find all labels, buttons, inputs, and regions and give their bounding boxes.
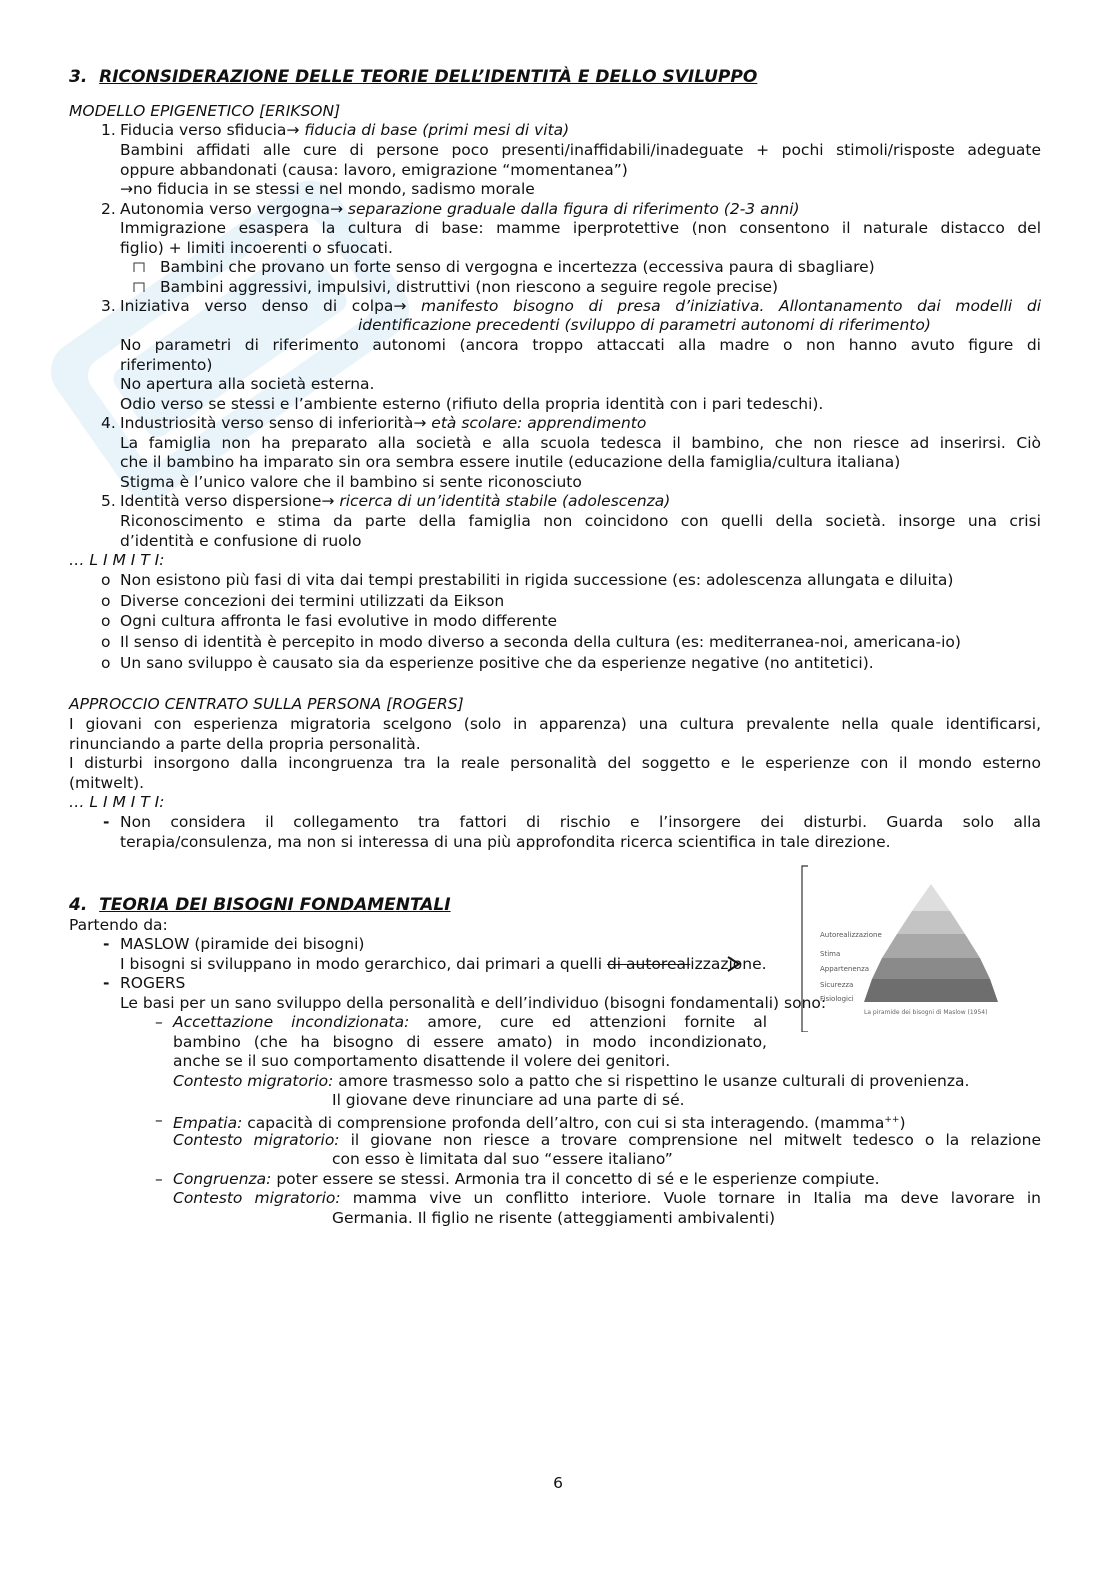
stage-2-bullet-1: Bambini che provano un forte senso di vergogna e incertezza (eccessiva paura di sbagliare): [160, 258, 875, 276]
section-4-number: 4.: [69, 895, 88, 915]
stage-4-subtitle: età scolare: apprendimento: [431, 414, 647, 432]
pyramid-level-label: Stima: [820, 950, 841, 958]
erikson-stage-4-number: 4.: [101, 414, 116, 432]
erikson-stage-3-number: 3.: [101, 297, 116, 315]
empathy-context-line-2: con esso è limitata dal suo “essere italiano”: [332, 1150, 673, 1168]
erikson-limit-item: Non esistono più fasi di vita dai tempi prestabiliti in rigida successione (es: adolescenza allungata e diluita): [120, 571, 954, 589]
circle-bullet-icon: o: [101, 592, 111, 610]
erikson-limit-item: Diverse concezioni dei termini utilizzati da Eikson: [120, 592, 505, 610]
acceptance-line-2: bambino (che ha bisogno di essere amato) in modo incondizionato,: [173, 1033, 767, 1051]
rogers-paragraph-1-line-2: rinunciando a parte della propria personalità.: [69, 735, 421, 753]
stage-1-line-3: →no fiducia in se stessi e nel mondo, sadismo morale: [120, 180, 535, 198]
section-3-heading: [69, 67, 757, 87]
stage-5-subtitle: ricerca di un’identità stabile (adolescenza): [339, 492, 671, 510]
stage-2-line-1: Immigrazione esaspera la cultura di base: mamme iperprotettive (non consentono il naturale distacco del: [120, 219, 1041, 237]
stage-2-line-2: figlio) + limiti incoerenti o sfuocati.: [120, 239, 393, 257]
congruence-context-text: mamma vive un conflitto interiore. Vuole tornare in Italia ma deve lavorare in: [340, 1189, 1041, 1207]
stage-1-title-text: Fiducia verso sfiducia→: [120, 121, 305, 139]
pyramid-level-label: Fisiologici: [820, 995, 854, 1003]
erikson-stage-1-number: 1.: [101, 121, 116, 139]
acceptance-line-1: [173, 1012, 767, 1032]
congruence-line-1: [173, 1169, 880, 1189]
empathy-term: Empatia:: [173, 1114, 243, 1133]
acceptance-context: [173, 1071, 969, 1091]
pyramid-level-label: Sicurezza: [820, 981, 854, 989]
rogers-limit-line-1: Non considera il collegamento tra fattori di rischio e l’insorgere dei disturbi. Guarda solo alla: [120, 813, 1041, 831]
rogers-paragraph-2-line-1: I disturbi insorgono dalla incongruenza tra la reale personalità del soggetto e le esperienze con il mondo esterno: [69, 754, 1041, 772]
empathy-superscript: ++: [884, 1115, 900, 1125]
rogers-heading: APPROCCIO CENTRATO SULLA PERSONA [ROGERS]: [69, 695, 464, 713]
stage-3-line-3: No apertura alla società esterna.: [120, 375, 375, 393]
congruence-context-label: Contesto migratorio:: [173, 1189, 341, 1207]
empathy-context-label: Contesto migratorio:: [173, 1131, 340, 1149]
erikson-stage-3-title: [120, 296, 1041, 316]
maslow-desc-part-2: izzazione.: [690, 955, 767, 973]
empathy-context-text: il giovane non riesce a trovare comprensione nel mitwelt tedesco o la relazione: [339, 1131, 1042, 1149]
empathy-close: ): [899, 1114, 906, 1133]
erikson-stage-5-title: [120, 491, 670, 511]
maslow-label: MASLOW (piramide dei bisogni): [120, 935, 365, 953]
congruence-term: Congruenza:: [173, 1170, 272, 1188]
section-3-title: RICONSIDERAZIONE DELLE TEORIE DELL’IDENTITÀ E DELLO SVILUPPO: [99, 67, 758, 87]
stage-3-line-2: riferimento): [120, 356, 213, 374]
maslow-pyramid-figure: [798, 862, 998, 1032]
stage-3-line-4: Odio verso se stessi e l’ambiente esterno (rifiuto della propria identità con i pari tedeschi).: [120, 395, 824, 413]
erikson-limits-label: … L I M I T I:: [69, 551, 165, 569]
circle-bullet-icon: o: [101, 571, 111, 589]
pyramid-level-label: Autorealizzazione: [820, 931, 882, 939]
maslow-description: [120, 954, 767, 974]
stage-5-line-1: Riconoscimento e stima da parte della famiglia non coincidono con quelli della società. insorge una crisi: [120, 512, 1041, 530]
en-dash-bullet-icon: –: [155, 1170, 163, 1188]
erikson-limit-item: Un sano sviluppo è causato sia da esperienze positive che da esperienze negative (no antitetici).: [120, 654, 874, 672]
pyramid-graphic: [798, 862, 998, 1032]
stage-4-line-3: Stigma è l’unico valore che il bambino si sente riconosciuto: [120, 473, 582, 491]
rogers-paragraph-1-line-1: I giovani con esperienza migratoria scelgono (solo in apparenza) una cultura prevalente nella quale identificarsi,: [69, 715, 1041, 733]
page-number: 6: [553, 1474, 563, 1492]
en-dash-bullet-icon: –: [155, 1111, 163, 1129]
stage-2-title-text: Autonomia verso vergogna→: [120, 200, 348, 218]
erikson-stage-4-title: [120, 413, 646, 433]
checkbox-bullet-icon: [133, 257, 147, 271]
erikson-heading: MODELLO EPIGENETICO [ERIKSON]: [69, 102, 341, 120]
erikson-limit-item: Il senso di identità è percepito in modo diverso a seconda della cultura (es: mediterranea-noi, americana-io): [120, 633, 961, 651]
stage-4-line-1: La famiglia non ha preparato alla società e alla scuola tedesca il bambino, che non riesce ad inserirsi. Ciò: [120, 434, 1041, 452]
stage-3-subtitle-1: manifesto bisogno di presa d’iniziativa. Allontanamento dai modelli di: [421, 297, 1041, 315]
dash-bullet-icon: -: [103, 813, 110, 831]
rogers-paragraph-2-line-2: (mitwelt).: [69, 774, 145, 792]
empathy-context: [173, 1130, 1041, 1150]
congruence-context-line-2: Germania. Il figlio ne risente (atteggiamenti ambivalenti): [332, 1209, 776, 1227]
arrow-right-icon: [726, 955, 742, 973]
stage-3-line-1: No parametri di riferimento autonomi (ancora troppo attaccati alla madre o non hanno avuto figure di: [120, 336, 1041, 354]
erikson-stage-1-title: [120, 120, 569, 140]
acceptance-context-line-2: Il giovane deve rinunciare ad una parte di sé.: [332, 1091, 685, 1109]
checkbox-bullet-icon: [133, 277, 147, 291]
stage-2-bullet-2: Bambini aggressivi, impulsivi, distruttivi (non riescono a seguire regole precise): [160, 278, 779, 296]
stage-3-title-text: Iniziativa verso denso di colpa→: [120, 297, 422, 315]
en-dash-bullet-icon: –: [155, 1013, 163, 1031]
erikson-stage-5-number: 5.: [101, 492, 116, 510]
section-4-heading: [69, 895, 451, 915]
stage-5-line-2: d’identità e confusione di ruolo: [120, 532, 362, 550]
section-4-title: TEORIA DEI BISOGNI FONDAMENTALI: [99, 895, 451, 915]
stage-5-title-text: Identità verso dispersione→: [120, 492, 340, 510]
stage-1-subtitle: fiducia di base (primi mesi di vita): [304, 121, 570, 139]
stage-4-line-2: che il bambino ha imparato sin ora sembra essere inutile (educazione della famiglia/cultura italiana): [120, 453, 901, 471]
rogers-label: ROGERS: [120, 974, 186, 992]
acceptance-context-label: Contesto migratorio:: [173, 1072, 334, 1090]
erikson-stage-2-number: 2.: [101, 200, 116, 218]
acceptance-context-text: amore trasmesso solo a patto che si rispettino le usanze culturali di provenienza.: [333, 1072, 970, 1090]
erikson-limit-item: Ogni cultura affronta le fasi evolutive in modo differente: [120, 612, 558, 630]
dash-bullet-icon: -: [103, 935, 110, 953]
rogers-limit-line-2: terapia/consulenza, ma non si interessa di una più approfondita ricerca scientifica in tale direzione.: [120, 833, 891, 851]
circle-bullet-icon: o: [101, 612, 111, 630]
section-3-number: 3.: [69, 67, 88, 87]
circle-bullet-icon: o: [101, 654, 111, 672]
rogers-limits-label: … L I M I T I:: [69, 793, 165, 811]
stage-3-subtitle-2: identificazione precedenti (sviluppo di parametri autonomi di riferimento): [358, 316, 931, 334]
maslow-desc-part-1: I bisogni si sviluppano in modo gerarchico, dai primari a quelli: [120, 955, 607, 973]
erikson-stage-2-title: [120, 199, 800, 219]
empathy-text: capacità di comprensione profonda dell’altro, con cui si sta interagendo. (mamma: [242, 1114, 885, 1133]
acceptance-text-1: amore, cure ed attenzioni fornite al: [409, 1013, 767, 1031]
pyramid-caption: La piramide dei bisogni di Maslow (1954): [864, 1009, 988, 1016]
rogers-description: Le basi per un sano sviluppo della personalità e dell’individuo (bisogni fondamentali) sono:: [120, 994, 827, 1012]
congruence-text: poter essere se stessi. Armonia tra il concetto di sé e le esperienze compiute.: [271, 1170, 880, 1188]
acceptance-line-3: anche se il suo comportamento disattende il volere dei genitori.: [173, 1052, 671, 1070]
circle-bullet-icon: o: [101, 633, 111, 651]
maslow-desc-strike: di autoreal: [606, 955, 691, 973]
dash-bullet-icon: -: [103, 974, 110, 992]
stage-2-subtitle: separazione graduale dalla figura di riferimento (2-3 anni): [347, 200, 800, 218]
stage-4-title-text: Industriosità verso senso di inferiorità→: [120, 414, 432, 432]
stage-1-line-1: Bambini affidati alle cure di persone poco presenti/inaffidabili/inadeguate + pochi stimoli/risposte adeguate: [120, 141, 1041, 159]
section-4-intro: Partendo da:: [69, 916, 168, 934]
congruence-context: [173, 1188, 1041, 1208]
acceptance-term: Accettazione incondizionata:: [173, 1013, 410, 1031]
pyramid-level-label: Appartenenza: [820, 965, 870, 973]
stage-1-line-2: oppure abbandonati (causa: lavoro, emigrazione “momentanea”): [120, 161, 628, 179]
